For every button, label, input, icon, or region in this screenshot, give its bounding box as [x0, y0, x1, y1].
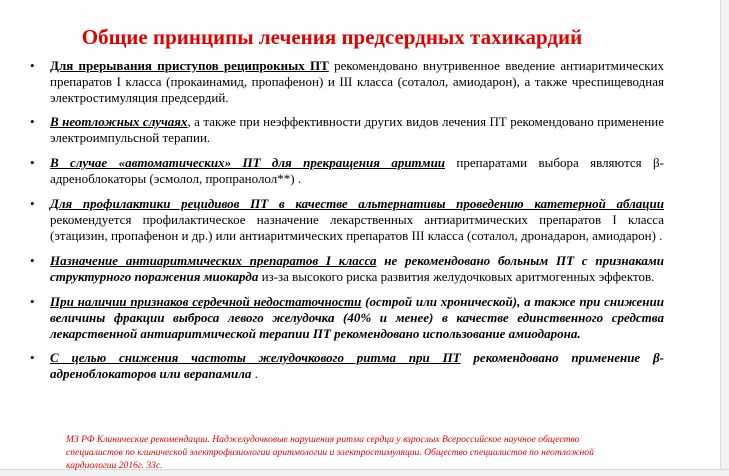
item-emphasis: (острой или хронической), а также при снижении величины фракции выброса левого желудочка (40% и менее) в качестве единственного средства лекарственной антиаритмической терапии ПТ рекомендовано использование амиодарона.	[50, 294, 664, 341]
item-heading: Назначение антиаритмических препаратов I класса	[50, 253, 377, 268]
list-item	[30, 196, 664, 244]
bullet-icon: •	[30, 114, 35, 129]
item-heading: В случае «автоматических» ПТ для прекращения аритмии	[50, 155, 446, 170]
item-text: из-за высокого риска развития желудочковых аритмогенных эффектов.	[258, 269, 655, 284]
item-text: .	[251, 366, 258, 381]
bullet-icon: •	[30, 253, 35, 268]
bullet-icon: •	[30, 58, 35, 73]
item-text: препаратами выбора являются β-адреноблокаторы (эсмолол, пропранолол**) .	[50, 155, 664, 186]
item-emphasis: не рекомендовано больным ПТ с признаками структурного поражения миокарда	[50, 253, 664, 284]
item-heading: Для профилактики рецидивов ПТ в качестве альтернативы проведению катетерной аблации	[50, 196, 664, 211]
list-item	[30, 350, 664, 382]
bullet-icon: •	[30, 294, 35, 309]
source-citation: МЗ РФ Клинические рекомендации. Наджелудочковые нарушения ритма сердца у взрослых Всероссийское научное общество специалистов по клинической электрофизиологии аритмологии и электростимуляции. Общество специалистов по неотложной кардиологии 2016г. 33с.	[66, 434, 594, 471]
list-item	[30, 114, 664, 146]
bullet-icon: •	[30, 196, 35, 211]
item-text: рекомендовано внутривенное введение антиаритмических препаратов I класса (прокаинамид, пропафенон) и III класса (соталол, амиодарон), а также чреспищеводная электростимуляция предсердий.	[50, 58, 664, 105]
item-heading: При наличии признаков сердечной недостаточности	[50, 294, 362, 309]
page-title: Общие принципы лечения предсердных тахикардий	[81, 25, 583, 49]
list-item	[30, 155, 664, 187]
item-emphasis: рекомендовано применение β-адреноблокаторов или верапамила	[50, 350, 664, 381]
item-text: рекомендуется профилактическое назначение лекарственных антиаритмических препаратов I класса (этацизин, пропафенон и др.) или антиаритмических препаратов III класса (соталол, дронадарон, амиодарон) .	[50, 212, 664, 243]
item-heading: В неотложных случаях	[50, 114, 188, 129]
item-text: , а также при неэффективности других видов лечения ПТ рекомендовано применение электроимпульсной терапии.	[50, 114, 664, 145]
list-item	[30, 294, 664, 342]
bullet-icon: •	[30, 155, 35, 170]
window-frame-right	[720, 0, 729, 476]
item-heading: С целью снижения частоты желудочкового ритма при ПТ	[50, 350, 461, 365]
bullet-icon: •	[30, 350, 35, 365]
list-item	[30, 253, 664, 285]
list-item	[30, 58, 664, 106]
item-heading: Для прерывания приступов реципрокных ПТ	[50, 58, 329, 73]
principles-list	[30, 58, 664, 382]
